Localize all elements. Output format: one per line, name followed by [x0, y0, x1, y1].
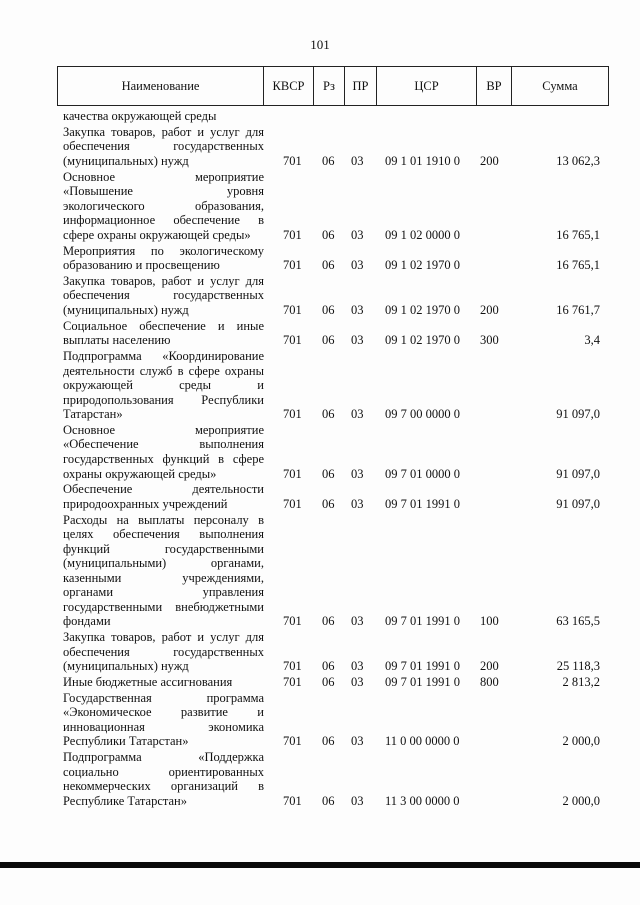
cell-rz: 06	[322, 496, 335, 511]
row-name-line: Мероприятия по экологическому	[63, 243, 264, 258]
row-name	[63, 691, 264, 749]
cell-csr: 09 7 01 1991 0	[385, 659, 460, 674]
cell-csr: 09 7 01 1991 0	[385, 496, 460, 511]
table-header	[57, 66, 609, 106]
cell-sum: 2 813,2	[562, 675, 600, 690]
row-name-line: Государственная программа	[63, 690, 264, 705]
row-name-line: Закупка товаров, работ и услуг для	[63, 124, 264, 139]
cell-kvsr: 701	[283, 793, 302, 808]
header-csr: ЦСР	[376, 67, 476, 105]
row-name-line: природопользования Республики	[63, 392, 264, 407]
cell-rz: 06	[322, 675, 335, 690]
row-name	[63, 630, 264, 674]
scan-edge-bar	[0, 862, 640, 868]
cell-csr: 09 7 01 0000 0	[385, 466, 460, 481]
cell-pr: 03	[351, 407, 364, 422]
cell-kvsr: 701	[283, 614, 302, 629]
row-name-line: деятельности служб в сфере охраны	[63, 363, 264, 378]
cell-sum: 16 761,7	[556, 302, 600, 317]
row-name-line: обеспечения государственных	[63, 139, 264, 154]
row-name-line: охраны окружающей среды»	[63, 466, 217, 481]
cell-csr: 09 7 00 0000 0	[385, 407, 460, 422]
row-name	[63, 513, 264, 629]
row-name-line: окружающей среды и	[63, 378, 264, 393]
row-name-line: фондами	[63, 614, 111, 629]
row-name	[63, 423, 264, 481]
cell-pr: 03	[351, 675, 364, 690]
row-name-line: Иные бюджетные ассигнования	[63, 675, 233, 690]
cell-pr: 03	[351, 258, 364, 273]
row-name-line: функций государственными	[63, 541, 264, 556]
row-name-line: Расходы на выплаты персоналу в	[63, 512, 264, 527]
row-name	[63, 274, 264, 318]
row-name-line: (муниципальных) нужд	[63, 153, 189, 168]
row-name	[63, 675, 264, 690]
header-vr: ВР	[476, 67, 511, 105]
row-name-line: обеспечения государственных	[63, 644, 264, 659]
cell-vr: 200	[480, 302, 499, 317]
cell-vr: 200	[480, 153, 499, 168]
cell-rz: 06	[322, 466, 335, 481]
row-name-line: Татарстан»	[63, 407, 123, 422]
row-name-line: Республике Татарстан»	[63, 793, 187, 808]
cell-vr: 100	[480, 614, 499, 629]
cell-sum: 91 097,0	[556, 466, 600, 481]
row-name-line: казенными учреждениями,	[63, 570, 264, 585]
table-row	[0, 513, 640, 629]
row-name-line: государственными внебюджетными	[63, 599, 264, 614]
row-name-line: (муниципальными) органами,	[63, 556, 264, 571]
row-name-line: целях обеспечения выполнения	[63, 527, 264, 542]
header-rz: Рз	[313, 67, 344, 105]
table-row	[0, 274, 640, 318]
row-name	[63, 319, 264, 348]
cell-sum: 13 062,3	[556, 153, 600, 168]
cell-kvsr: 701	[283, 496, 302, 511]
table-row	[0, 109, 640, 124]
row-name-line: Социальное обеспечение и иные	[63, 318, 264, 333]
cell-rz: 06	[322, 258, 335, 273]
cell-kvsr: 701	[283, 407, 302, 422]
row-name-line: (муниципальных) нужд	[63, 659, 189, 674]
cell-sum: 2 000,0	[562, 734, 600, 749]
row-name	[63, 750, 264, 808]
row-name	[63, 244, 264, 273]
row-name-line: выплаты населению	[63, 333, 171, 348]
table-row	[0, 691, 640, 749]
row-name-line: качества окружающей среды	[63, 109, 217, 123]
cell-pr: 03	[351, 659, 364, 674]
row-name-line: (муниципальных) нужд	[63, 302, 189, 317]
row-name-line: «Экономическое развитие и	[63, 705, 264, 720]
cell-rz: 06	[322, 302, 335, 317]
row-name-line: Закупка товаров, работ и услуг для	[63, 630, 264, 645]
row-name-line: «Повышение уровня	[63, 184, 264, 199]
cell-kvsr: 701	[283, 734, 302, 749]
row-name-line: Подпрограмма «Поддержка	[63, 750, 264, 765]
header-name: Наименование	[121, 79, 200, 93]
row-name-line: обеспечения государственных	[63, 288, 264, 303]
row-name-line: Основное мероприятие	[63, 422, 264, 437]
row-name-line: экологического образования,	[63, 198, 264, 213]
cell-csr: 11 0 00 0000 0	[385, 734, 460, 749]
row-name-line: Подпрограмма «Координирование	[63, 349, 264, 363]
row-name-line: инновационная экономика	[63, 719, 264, 734]
table-row	[0, 675, 640, 690]
cell-sum: 91 097,0	[556, 407, 600, 422]
cell-rz: 06	[322, 659, 335, 674]
row-name-line: природоохранных учреждений	[63, 496, 228, 511]
cell-csr: 09 1 01 1910 0	[385, 153, 460, 168]
cell-rz: 06	[322, 734, 335, 749]
cell-sum: 91 097,0	[556, 496, 600, 511]
header-kvsr: КВСР	[263, 67, 313, 105]
cell-rz: 06	[322, 407, 335, 422]
row-name-line: Республики Татарстан»	[63, 734, 189, 749]
row-name-line: Основное мероприятие	[63, 169, 264, 184]
cell-kvsr: 701	[283, 333, 302, 348]
cell-sum: 16 765,1	[556, 258, 600, 273]
cell-csr: 09 7 01 1991 0	[385, 614, 460, 629]
table-row	[0, 349, 640, 422]
cell-csr: 09 1 02 0000 0	[385, 227, 460, 242]
row-name-line: Обеспечение деятельности	[63, 482, 264, 497]
cell-csr: 09 7 01 1991 0	[385, 675, 460, 690]
cell-kvsr: 701	[283, 302, 302, 317]
row-name	[63, 125, 264, 169]
table-row	[0, 750, 640, 808]
row-name-line: образованию и просвещению	[63, 258, 220, 273]
cell-rz: 06	[322, 227, 335, 242]
cell-csr: 11 3 00 0000 0	[385, 793, 460, 808]
row-name-line: социально ориентированных	[63, 764, 264, 779]
cell-kvsr: 701	[283, 258, 302, 273]
cell-sum: 16 765,1	[556, 227, 600, 242]
table-row	[0, 319, 640, 348]
table-row	[0, 125, 640, 169]
cell-pr: 03	[351, 614, 364, 629]
table-row	[0, 244, 640, 273]
cell-rz: 06	[322, 793, 335, 808]
header-pr: ПР	[344, 67, 376, 105]
row-name-line: Закупка товаров, работ и услуг для	[63, 273, 264, 288]
row-name	[63, 109, 264, 124]
cell-rz: 06	[322, 333, 335, 348]
cell-pr: 03	[351, 153, 364, 168]
cell-csr: 09 1 02 1970 0	[385, 258, 460, 273]
cell-kvsr: 701	[283, 227, 302, 242]
table-row	[0, 630, 640, 674]
cell-csr: 09 1 02 1970 0	[385, 333, 460, 348]
row-name-line: «Обеспечение выполнения	[63, 437, 264, 452]
table-row	[0, 482, 640, 511]
table-row	[0, 170, 640, 243]
cell-pr: 03	[351, 496, 364, 511]
row-name	[63, 170, 264, 243]
row-name-line: информационное обеспечение в	[63, 213, 264, 228]
cell-pr: 03	[351, 734, 364, 749]
row-name-line: некоммерческих организаций в	[63, 779, 264, 794]
cell-rz: 06	[322, 614, 335, 629]
cell-csr: 09 1 02 1970 0	[385, 302, 460, 317]
cell-rz: 06	[322, 153, 335, 168]
cell-kvsr: 701	[283, 659, 302, 674]
cell-pr: 03	[351, 793, 364, 808]
cell-pr: 03	[351, 333, 364, 348]
row-name	[63, 482, 264, 511]
cell-vr: 800	[480, 675, 499, 690]
cell-pr: 03	[351, 227, 364, 242]
cell-kvsr: 701	[283, 675, 302, 690]
cell-vr: 200	[480, 659, 499, 674]
cell-pr: 03	[351, 466, 364, 481]
row-name	[63, 349, 264, 422]
cell-sum: 25 118,3	[556, 659, 600, 674]
table-row	[0, 423, 640, 481]
page-number: 101	[310, 37, 330, 52]
cell-sum: 63 165,5	[556, 614, 600, 629]
row-name-line: государственных функций в сфере	[63, 452, 264, 467]
cell-sum: 3,4	[584, 333, 600, 348]
header-sum: Сумма	[511, 67, 608, 105]
row-name-line: органами управления	[63, 585, 264, 600]
cell-sum: 2 000,0	[562, 793, 600, 808]
cell-kvsr: 701	[283, 466, 302, 481]
cell-pr: 03	[351, 302, 364, 317]
cell-vr: 300	[480, 333, 499, 348]
cell-kvsr: 701	[283, 153, 302, 168]
row-name-line: сфере охраны окружающей среды»	[63, 227, 251, 242]
